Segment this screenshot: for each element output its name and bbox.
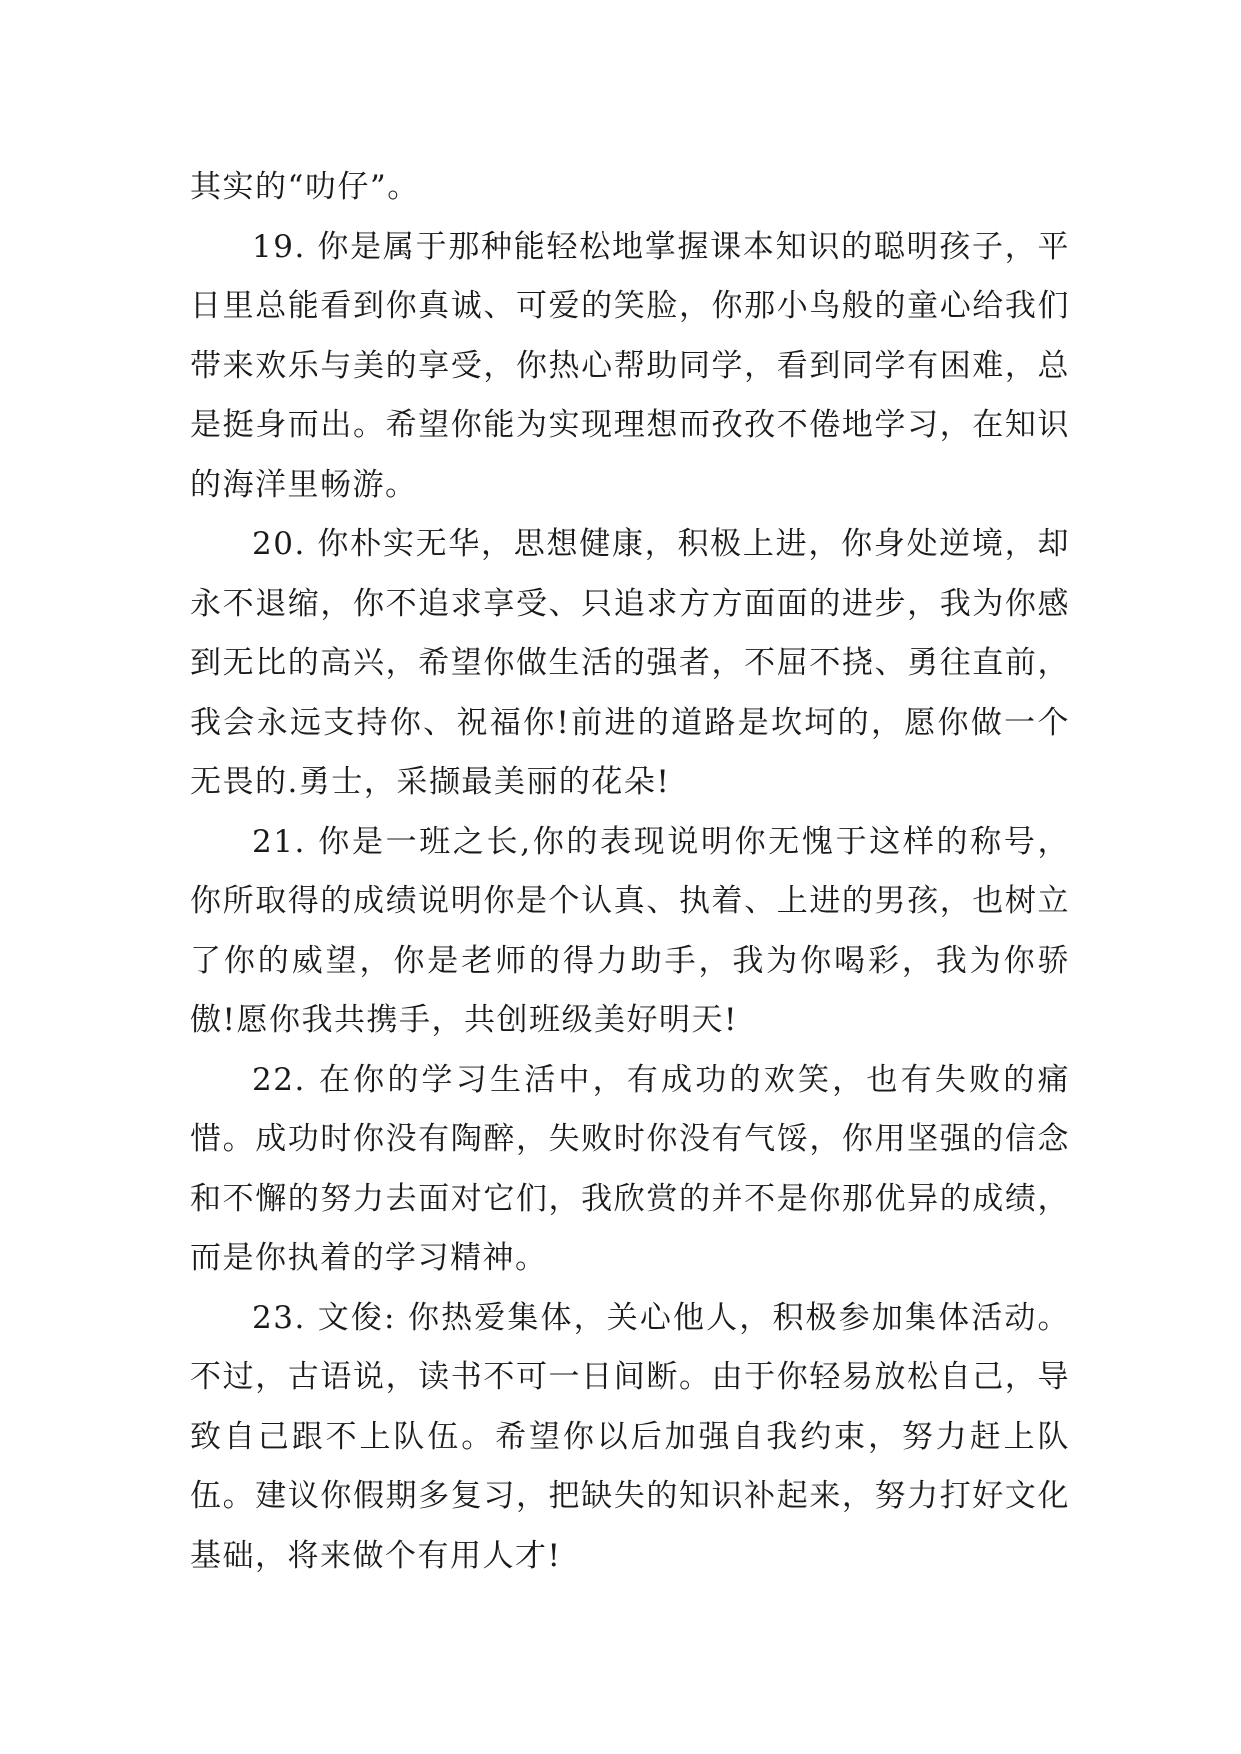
paragraph-21: 21. 你是一班之长,你的表现说明你无愧于这样的称号，你所取得的成绩说明你是个认真、执着、上进的男孩，也树立了你的威望，你是老师的得力助手，我为你喝彩，我为你骄傲!愿你我共携手，共创班级美好明天! bbox=[190, 823, 1070, 1038]
paragraph-continuation: 其实的“叻仔”。 bbox=[190, 169, 420, 205]
paragraph-23: 23. 文俊: 你热爱集体，关心他人，积极参加集体活动。不过，古语说，读书不可一日间断。由于你轻易放松自己，导致自己跟不上队伍。希望你以后加强自我约束，努力赶上队伍。建议你假期多复习，把缺失的知识补起来，努力打好文化基础，将来做个有用人才! bbox=[190, 1299, 1070, 1574]
paragraph-20: 20. 你朴实无华，思想健康，积极上进，你身处逆境，却永不退缩，你不追求享受、只追求方方面面的进步，我为你感到无比的高兴，希望你做生活的强者，不屈不挠、勇往直前，我会永远支持你、祝福你!前进的道路是坎坷的，愿你做一个无畏的.勇士，采撷最美丽的花朵! bbox=[190, 526, 1070, 800]
document-body bbox=[190, 158, 1070, 1586]
paragraph-19: 19. 你是属于那种能轻松地掌握课本知识的聪明孩子，平日里总能看到你真诚、可爱的笑脸，你那小鸟般的童心给我们带来欢乐与美的享受，你热心帮助同学，看到同学有困难，总是挺身而出。希望你能为实现理想而孜孜不倦地学习，在知识的海洋里畅游。 bbox=[190, 228, 1070, 503]
paragraph-22: 22. 在你的学习生活中，有成功的欢笑，也有失败的痛惜。成功时你没有陶醉，失败时你没有气馁，你用坚强的信念和不懈的努力去面对它们，我欣赏的并不是你那优异的成绩，而是你执着的学习精神。 bbox=[190, 1061, 1070, 1276]
